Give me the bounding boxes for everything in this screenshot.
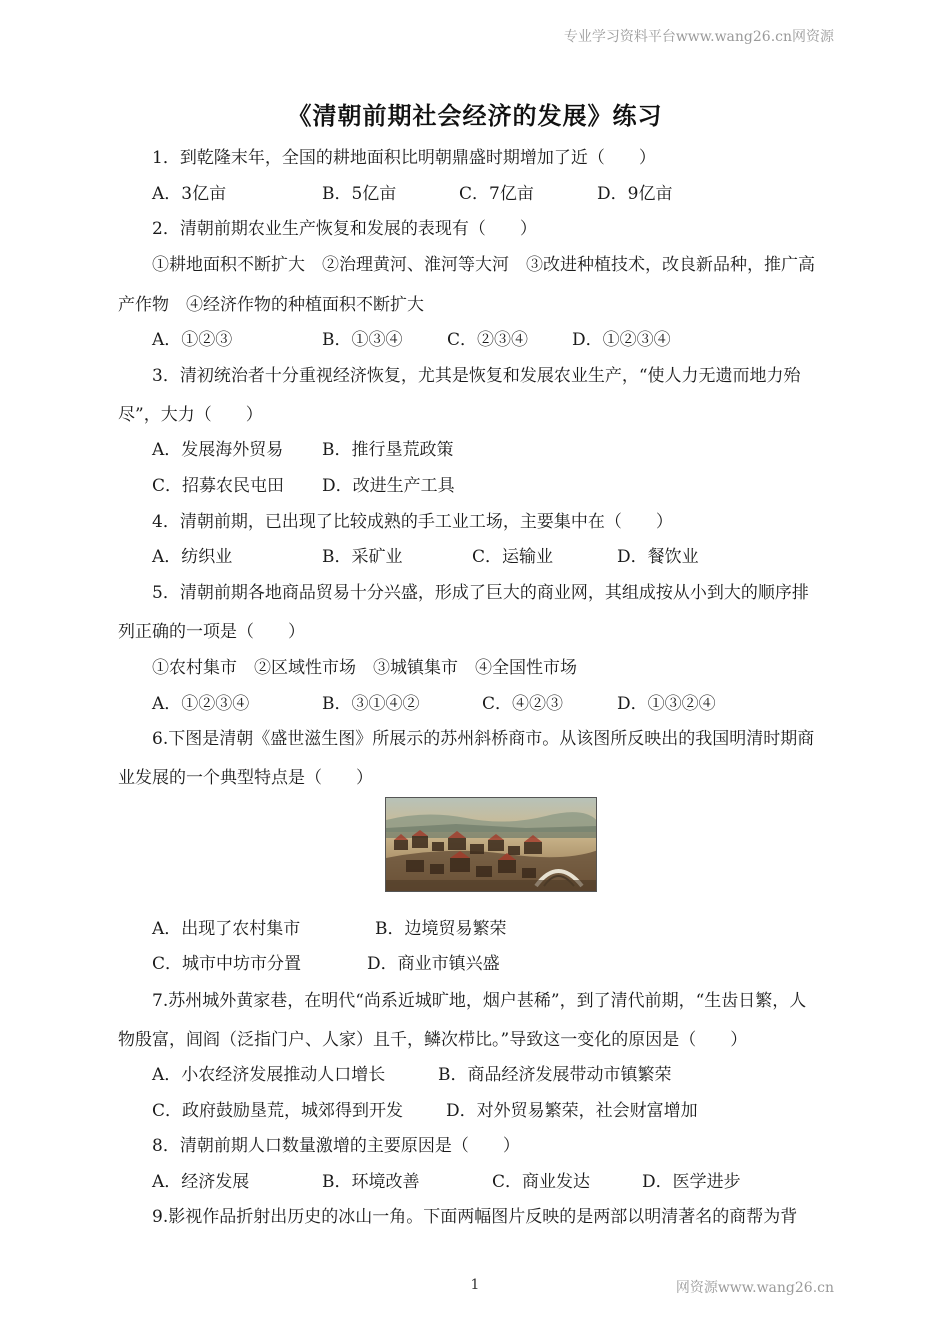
- market-painting-illustration: [386, 798, 597, 892]
- q5-stem-line1: 5．清朝前期各地商品贸易十分兴盛，形成了巨大的商业网，其组成按从小到大的顺序排: [152, 583, 809, 603]
- q3-option-d: D．改进生产工具: [322, 476, 455, 496]
- q4-option-d: D．餐饮业: [617, 547, 699, 567]
- q3-stem-line2: 尽”，大力（ ）: [118, 405, 263, 425]
- q1-stem: 1．到乾隆末年，全国的耕地面积比明朝鼎盛时期增加了近（ ）: [152, 148, 656, 168]
- q4-option-c: C．运输业: [472, 547, 554, 567]
- q2-items-line1: ①耕地面积不断扩大 ②治理黄河、淮河等大河 ③改进种植技术，改良新品种，推广高: [152, 255, 815, 275]
- q1-option-b: B．5亿亩: [322, 184, 397, 204]
- q2-option-b: B．①③④: [322, 330, 403, 350]
- q9-stem-line1: 9.影视作品折射出历史的冰山一角。下面两幅图片反映的是两部以明清著名的商帮为背: [152, 1207, 798, 1227]
- q1-option-a: A．3亿亩: [152, 184, 227, 204]
- market-painting-image: [385, 797, 597, 892]
- q8-stem: 8．清朝前期人口数量激增的主要原因是（ ）: [152, 1136, 520, 1156]
- q7-option-c: C．政府鼓励垦荒，城郊得到开发: [152, 1101, 404, 1121]
- q5-option-a: A．①②③④: [152, 694, 250, 714]
- q2-stem: 2．清朝前期农业生产恢复和发展的表现有（ ）: [152, 219, 537, 239]
- q5-option-c: C．④②③: [482, 694, 564, 714]
- q6-option-a: A．出现了农村集市: [152, 919, 301, 939]
- q2-option-a: A．①②③: [152, 330, 233, 350]
- q7-option-d: D．对外贸易繁荣，社会财富增加: [446, 1101, 698, 1121]
- q8-option-d: D．医学进步: [642, 1172, 741, 1192]
- q7-option-a: A．小农经济发展推动人口增长: [152, 1065, 386, 1085]
- q5-stem-line2: 列正确的一项是（ ）: [118, 622, 305, 642]
- page-title: 《清朝前期社会经济的发展》练习: [287, 101, 663, 130]
- q6-option-d: D．商业市镇兴盛: [367, 954, 500, 974]
- q1-option-d: D．9亿亩: [597, 184, 673, 204]
- q5-option-b: B．③①④②: [322, 694, 420, 714]
- q5-option-d: D．①③②④: [617, 694, 716, 714]
- q3-option-a: A．发展海外贸易: [152, 440, 284, 460]
- q2-option-c: C．②③④: [447, 330, 529, 350]
- q4-stem: 4．清朝前期，已出现了比较成熟的手工业工场，主要集中在（ ）: [152, 512, 673, 532]
- q6-option-b: B．边境贸易繁荣: [375, 919, 507, 939]
- q8-option-c: C．商业发达: [492, 1172, 591, 1192]
- q8-option-b: B．环境改善: [322, 1172, 420, 1192]
- q6-stem-line1: 6.下图是清朝《盛世滋生图》所展示的苏州斜桥商市。从该图所反映出的我国明清时期商: [152, 729, 815, 749]
- q2-option-d: D．①②③④: [572, 330, 671, 350]
- q7-option-b: B．商品经济发展带动市镇繁荣: [438, 1065, 672, 1085]
- q4-option-b: B．采矿业: [322, 547, 403, 567]
- header-note: 专业学习资料平台www.wang26.cn网资源: [563, 29, 834, 45]
- q1-option-c: C．7亿亩: [459, 184, 534, 204]
- q3-option-c: C．招募农民屯田: [152, 476, 285, 496]
- q7-stem-line2: 物殷富，闾阎（泛指门户、人家）且千，鳞次栉比。”导致这一变化的原因是（ ）: [118, 1030, 748, 1050]
- q8-option-a: A．经济发展: [152, 1172, 250, 1192]
- q3-stem-line1: 3．清初统治者十分重视经济恢复，尤其是恢复和发展农业生产，“使人力无遗而地力殆: [152, 366, 801, 386]
- q4-option-a: A．纺织业: [152, 547, 233, 567]
- footer-note: 网资源www.wang26.cn: [675, 1280, 834, 1296]
- q2-items-line2: 产作物 ④经济作物的种植面积不断扩大: [118, 295, 424, 315]
- q3-option-b: B．推行垦荒政策: [322, 440, 454, 460]
- q5-items: ①农村集市 ②区域性市场 ③城镇集市 ④全国性市场: [152, 658, 577, 678]
- page-number: 1: [470, 1277, 480, 1293]
- q7-stem-line1: 7.苏州城外黄家巷，在明代“尚系近城旷地，烟户甚稀”，到了清代前期，“生齿日繁，人: [152, 991, 807, 1011]
- q6-option-c: C．城市中坊市分置: [152, 954, 302, 974]
- q6-stem-line2: 业发展的一个典型特点是（ ）: [118, 768, 373, 788]
